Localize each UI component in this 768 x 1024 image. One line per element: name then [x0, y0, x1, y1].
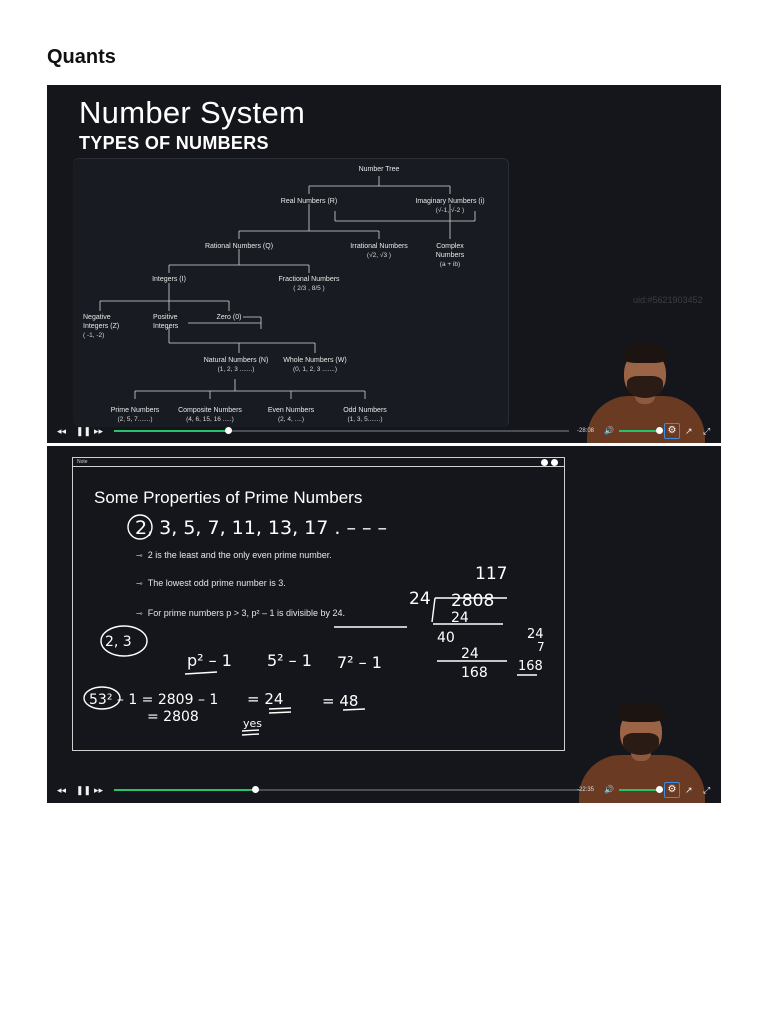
- volume-knob[interactable]: [656, 786, 663, 793]
- property-text: For prime numbers p > 3, p² – 1 is divisible by 24.: [147, 608, 346, 618]
- node-example: (1, 2, 3 .......): [217, 366, 255, 373]
- node-fractional-numbers: [278, 275, 339, 293]
- node-label: Natural Numbers (N): [203, 357, 269, 364]
- division-dividend: 2808: [451, 591, 495, 611]
- division-remainder: 168: [461, 665, 488, 681]
- forward-icon[interactable]: ▸▸: [94, 785, 104, 795]
- handwritten-p-expr: p² – 1: [187, 651, 232, 670]
- side-calculation: 7: [537, 640, 545, 654]
- key-bullet-icon: ⊸: [136, 609, 143, 618]
- video-controls: [47, 422, 721, 440]
- handwritten-underline: [242, 730, 259, 735]
- volume-fill: [619, 430, 659, 432]
- node-example: ( 2/3 , 8/5 ): [293, 285, 325, 292]
- node-negative-integers: [83, 313, 135, 340]
- settings-gear-icon[interactable]: ⚙: [664, 423, 680, 439]
- slide-subtitle: TYPES OF NUMBERS: [79, 133, 269, 153]
- node-label: Fractional Numbers: [278, 276, 340, 283]
- slide-title: Some Properties of Prime Numbers: [94, 488, 363, 507]
- node-example: (2, 4, ....): [277, 416, 305, 423]
- pause-icon[interactable]: ❚❚: [76, 426, 92, 436]
- property-text: 2 is the least and the only even prime number.: [147, 550, 332, 560]
- node-example: (2, 5, 7.......): [117, 416, 153, 423]
- node-zero: Zero (0): [216, 314, 242, 321]
- node-label: Composite Numbers: [178, 407, 242, 414]
- node-label: Negative Integers (Z): [83, 314, 120, 330]
- handwritten-equation: 53² – 1 = 2809 – 1: [89, 692, 219, 708]
- division-divisor: 24: [409, 589, 431, 609]
- node-imaginary-numbers: [415, 197, 484, 215]
- node-example: (a + ib): [439, 261, 461, 268]
- volume-slider[interactable]: [619, 430, 659, 432]
- node-example: (√2, √3 ): [366, 252, 392, 259]
- division-remainder: 40: [437, 630, 455, 646]
- side-calculation: 168: [518, 659, 543, 674]
- video-controls: [47, 781, 721, 799]
- volume-icon[interactable]: 🔊: [604, 785, 614, 794]
- node-real-numbers: Real Numbers (R): [280, 198, 338, 205]
- page-heading: Quants: [47, 46, 116, 68]
- handwritten-sequence: 2, 3, 5, 7, 11, 13, 17 . – – –: [135, 517, 388, 539]
- node-example: (0, 1, 2, 3 .......): [292, 366, 338, 373]
- node-example: (4, 6, 15, 16 .....): [186, 416, 234, 423]
- key-bullet-icon: ⊸: [136, 579, 143, 588]
- note-label: Note: [77, 459, 88, 465]
- node-example: (1, 3, 5.......): [347, 416, 383, 423]
- popout-icon[interactable]: ↗: [685, 785, 693, 795]
- progress-knob[interactable]: [225, 427, 232, 434]
- handwritten-underline: [269, 708, 291, 713]
- progress-fill: [114, 789, 255, 791]
- node-label: Odd Numbers: [343, 407, 387, 414]
- handwritten-equation: = 24: [247, 690, 284, 708]
- node-label: Complex Numbers: [435, 243, 465, 259]
- progress-knob[interactable]: [252, 786, 259, 793]
- node-label: Imaginary Numbers (i): [415, 198, 485, 205]
- node-label: Even Numbers: [267, 407, 315, 414]
- node-whole-numbers: [283, 356, 346, 374]
- node-irrational-numbers: [350, 242, 408, 260]
- division-step: 24: [461, 646, 479, 662]
- node-label: Irrational Numbers: [350, 243, 408, 250]
- division-step: 24: [451, 610, 469, 626]
- slide-title: Number System: [79, 95, 306, 130]
- handwritten-equation: = 48: [322, 692, 359, 710]
- handwritten-5-expr: 5² – 1: [267, 651, 312, 670]
- node-label: Whole Numbers (W): [283, 357, 347, 364]
- video-player-1[interactable]: [47, 85, 721, 443]
- handwritten-underline: [185, 672, 217, 674]
- property-text: The lowest odd prime number is 3.: [147, 578, 286, 588]
- volume-knob[interactable]: [656, 427, 663, 434]
- node-natural-numbers: [204, 356, 269, 374]
- rewind-icon[interactable]: ◂◂: [57, 426, 67, 436]
- fullscreen-icon[interactable]: ⤢: [703, 785, 711, 795]
- node-integers: Integers (I): [152, 276, 186, 283]
- node-rational-numbers: Rational Numbers (Q): [204, 243, 274, 250]
- forward-icon[interactable]: ▸▸: [94, 426, 104, 436]
- volume-fill: [619, 789, 659, 791]
- handwritten-7-expr: 7² – 1: [337, 653, 382, 672]
- side-calculation: 24: [527, 627, 544, 642]
- node-number-tree: Number Tree: [358, 166, 400, 173]
- progress-fill: [114, 430, 228, 432]
- handwritten-equation: = 2808: [147, 709, 199, 725]
- fullscreen-icon[interactable]: ⤢: [703, 426, 711, 436]
- handwritten-pair: 2, 3: [105, 634, 132, 650]
- popout-icon[interactable]: ↗: [685, 426, 693, 436]
- handwritten-yes: yes: [243, 717, 263, 730]
- key-bullet-icon: ⊸: [136, 551, 143, 560]
- time-remaining: -28:08: [577, 428, 595, 434]
- volume-icon[interactable]: 🔊: [604, 426, 614, 435]
- rewind-icon[interactable]: ◂◂: [57, 785, 67, 795]
- division-quotient: 117: [475, 564, 508, 584]
- video-watermark: uid:#5621903452: [633, 295, 703, 305]
- number-tree-diagram: [73, 158, 509, 427]
- node-example: (√-1, √-2 ): [435, 207, 465, 214]
- progress-bar[interactable]: [114, 430, 569, 432]
- node-label: Prime Numbers: [110, 407, 160, 414]
- node-positive-integers: Positive Integers: [153, 314, 179, 330]
- progress-bar[interactable]: [114, 789, 584, 791]
- settings-gear-icon[interactable]: ⚙: [664, 782, 680, 798]
- volume-slider[interactable]: [619, 789, 659, 791]
- node-complex-numbers: [430, 242, 470, 269]
- time-remaining: -22:35: [577, 787, 595, 793]
- pause-icon[interactable]: ❚❚: [76, 785, 92, 795]
- node-example: ( -1, -2): [83, 332, 105, 339]
- video-player-2[interactable]: [47, 446, 721, 803]
